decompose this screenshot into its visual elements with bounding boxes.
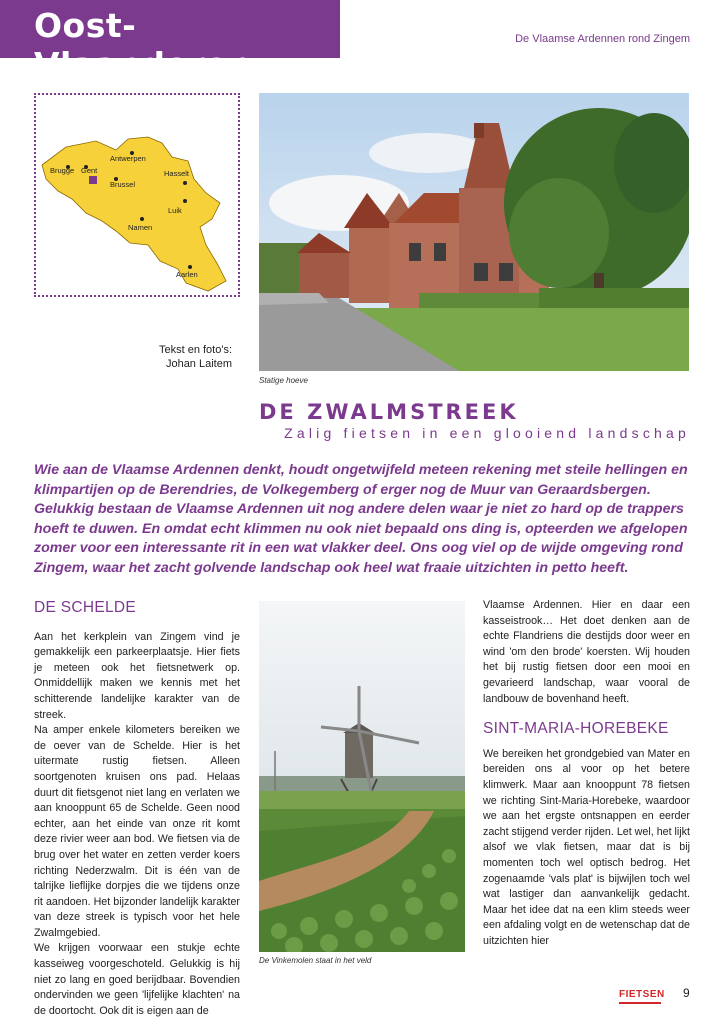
map-city-label: Hasselt [164,169,190,178]
page-number: 9 [683,986,690,1000]
map-city-label: Antwerpen [110,154,146,163]
windmill-caption: De Vinkemolen staat in het veld [259,956,372,965]
map-city-label: Luik [168,206,182,215]
map-city-label: Brussel [110,180,136,189]
fietsen-logo: FIETSEN [619,989,665,1000]
map-city-label: Namen [128,223,153,232]
article-title: DE ZWALMSTREEK [259,400,519,424]
article-subtitle: Zalig fietsen in een glooiend landschap [284,425,690,441]
map-city-label: Brugge [50,166,75,175]
author-credit [120,343,232,371]
body-paragraph: We bereiken het grondgebied van Mater en bereiden ons al voor op het betere klimwerk. Maar aan knooppunt 78 fietsen we richting Sint-Maria-Horebeke, waardoor we aan het ergste ontsnappen en eerder zacht stijgend verder rijden. Let wel, het lijkt alsof we vlak fietsen, maar dat is bij momenten toch wel optisch bedrog. Het zogenaamde 'vals plat' is bijwijlen toch wel wat lastiger dan aanvankelijk gedacht. Maar het idee dat na een klim steeds weer een afdaling volgt en de wetenschap dat de uitzichten hier [483,747,690,947]
right-column [483,598,690,949]
region-banner [0,0,340,84]
map-city-label: Gent [81,166,98,175]
belgium-map-graphic [36,95,240,297]
body-paragraph: Na amper enkele kilometers bereiken we de oever van de Schelde. Hier is het uitermate rustig fietsen. Alleen soortgenoten kruisen ons pad. Helaas duurt dit fietsgenot niet lang en verlaten we aan knooppunt 65 de Schelde. Geen nood echter, aan het einde van onze rit komt deze rivier weer aan bod. We fietsen via de brug over het water en zetten verder koers richting Nederzwalm. Dit is één van de talrijke lieflijke dorpjes die we tijdens onze rit aandoen. Het bijzonder landelijk karakter van deze streek is typisch voor het hele Zwalmgebied. [34,724,240,939]
belgium-map [34,93,240,297]
article-intro: Wie aan de Vlaamse Ardennen denkt, houdt ongetwijfeld meteen rekening met steile hellingen en klimpartijen op de Berendries, de Volkegemberg of erger nog de Muur van Geraardsbergen. Gelukkig bestaan de Vlaamse Ardennen uit nog andere delen waar je niet zo hard op de trappers hoeft te duwen. En omdat echt klimmen nu ook niet bepaald ons ding is, opteerden we afgelopen zomer voor een interessante rit in een wat vlakker deel. Ons oog viel op de wijde omgeving rond Zingem, waar het zacht golvende landschap ook heel wat fraaie uitzichten in petto heeft. [34,462,688,576]
credit-author: Johan Laitem [165,358,232,370]
body-paragraph: Aan het kerkplein van Zingem vind je gemakkelijk een parkeerplaatsje. Hier fiets je meteen ook het fietsnetwerk op. Onmiddellijk maken we kennis met het schitterende landelijke karakter van de streek. [34,630,240,721]
farmhouse-photo [259,93,689,371]
region-title: Oost-Vlaanderen [34,6,253,84]
windmill-photo [259,601,465,952]
section-label: De Vlaamse Ardennen rond Zingem [515,33,690,45]
left-column [34,600,240,1019]
body-paragraph-continued: Vlaamse Ardennen. Hier en daar een kasseistrook… Het doet denken aan de echte Flandriens die destijds door weer en wind 'om den brode' koersten. Wij houden het bij rustig fietsen door een mooi en gevarieerd landschap, waar vooral de landbouw de bovenhand heeft. [483,599,690,705]
body-paragraph: We krijgen voorwaar een stukje echte kasseiweg voorgeschoteld. Gelukkig is hij niet zo lang en goed berijdbaar. Bovendien ondervinden we geen 'lijfelijke klachten' na de doortocht. Ook dit is eigen aan de [34,942,240,1017]
map-city-label: Aarlen [176,270,198,279]
section-heading: SINT-MARIA-HOREBEKE [483,720,669,738]
zingem-marker [89,176,97,184]
logo-underline [619,1002,661,1004]
section-heading: DE SCHELDE [34,599,137,616]
credit-label: Tekst en foto's: [158,344,232,356]
farmhouse-caption: Statige hoeve [259,376,308,385]
